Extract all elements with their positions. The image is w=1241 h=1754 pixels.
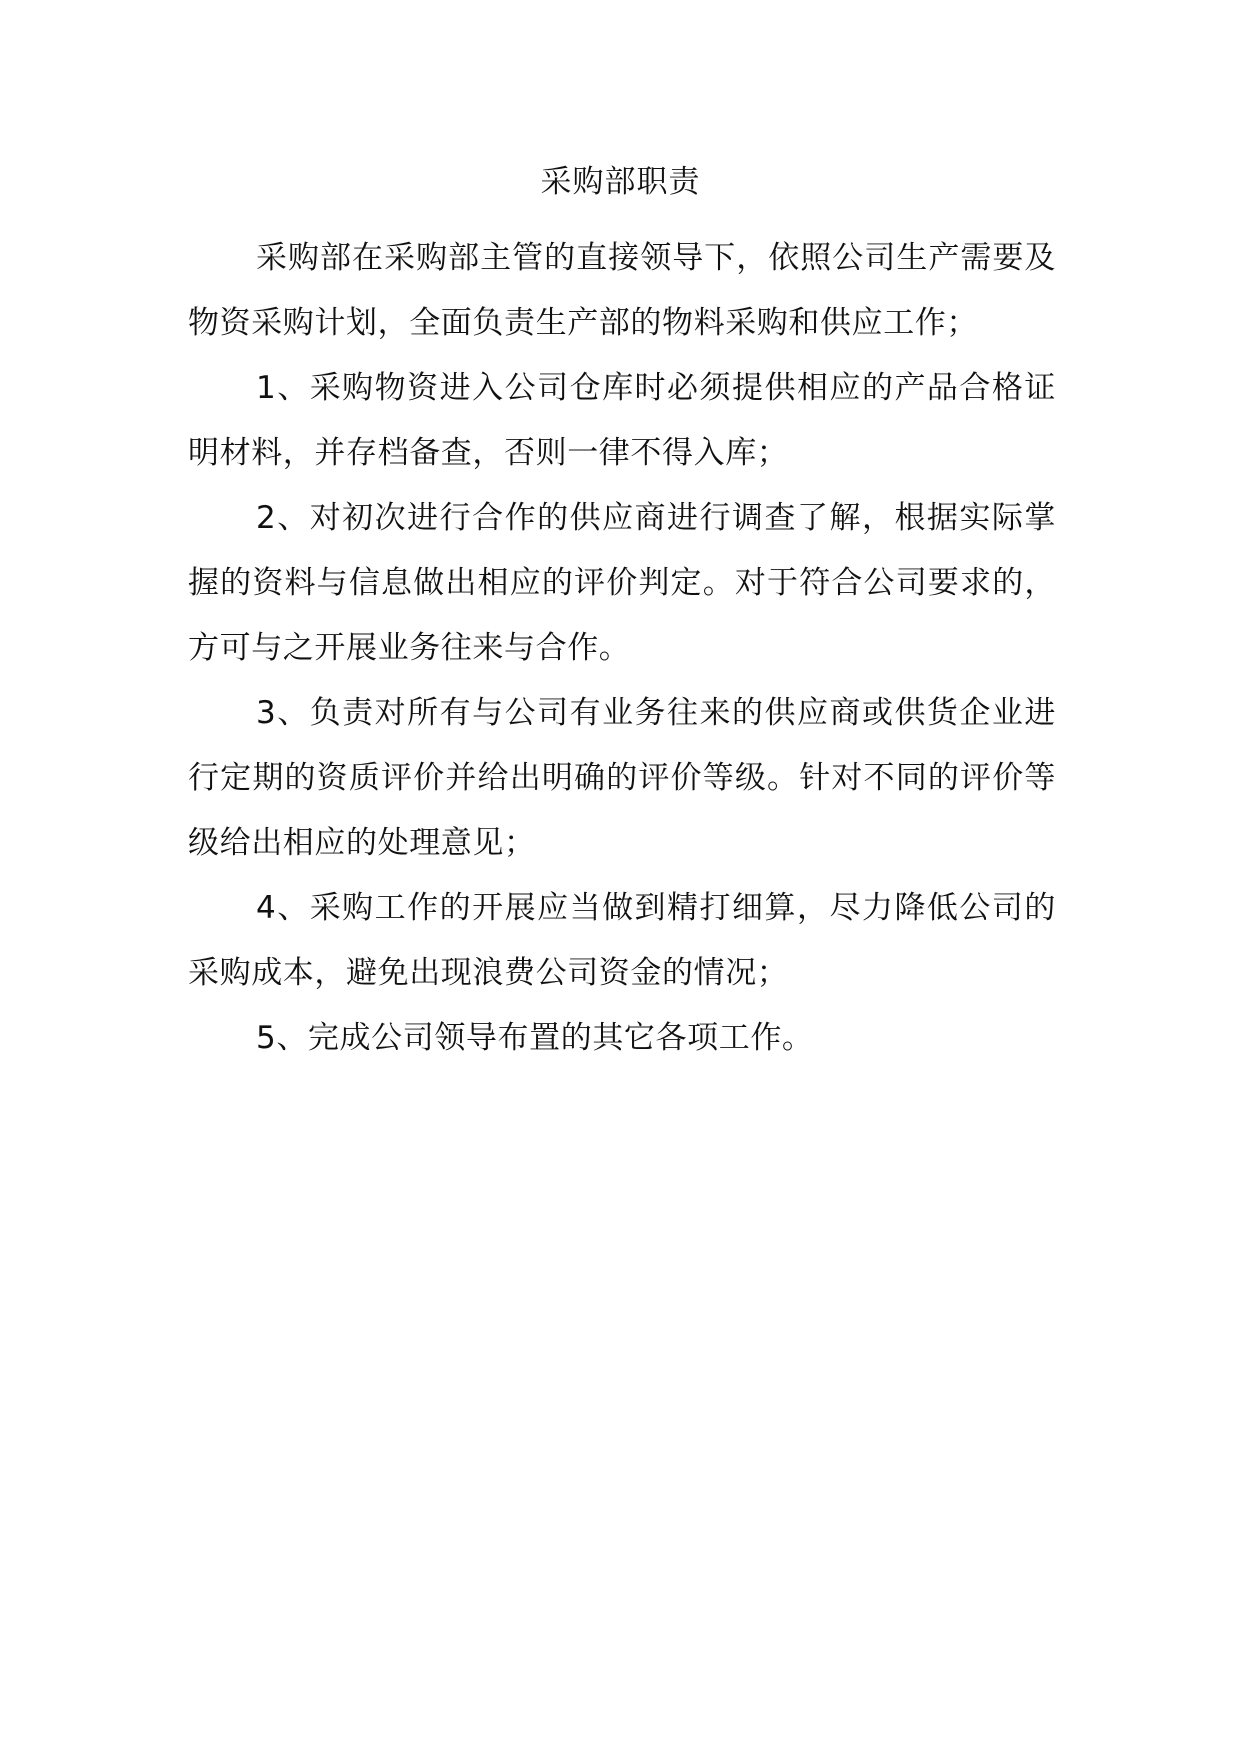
intro-paragraph: 采购部在采购部主管的直接领导下，依照公司生产需要及物资采购计划，全面负责生产部的物料采购和供应工作； [188,240,1056,341]
document-body [188,226,1056,1071]
duty-item-2: 2、对初次进行合作的供应商进行调查了解，根据实际掌握的资料与信息做出相应的评价判定。对于符合公司要求的，方可与之开展业务往来与合作。 [188,500,1056,666]
duty-item-1: 1、采购物资进入公司仓库时必须提供相应的产品合格证明材料，并存档备查，否则一律不得入库； [188,370,1056,471]
document-title: 采购部职责 [540,164,701,200]
duty-item-5: 5、完成公司领导布置的其它各项工作。 [256,1020,814,1056]
duty-item-4: 4、采购工作的开展应当做到精打细算，尽力降低公司的采购成本，避免出现浪费公司资金的情况； [188,890,1056,991]
duty-item-3: 3、负责对所有与公司有业务往来的供应商或供货企业进行定期的资质评价并给出明确的评价等级。针对不同的评价等级给出相应的处理意见； [188,695,1056,861]
